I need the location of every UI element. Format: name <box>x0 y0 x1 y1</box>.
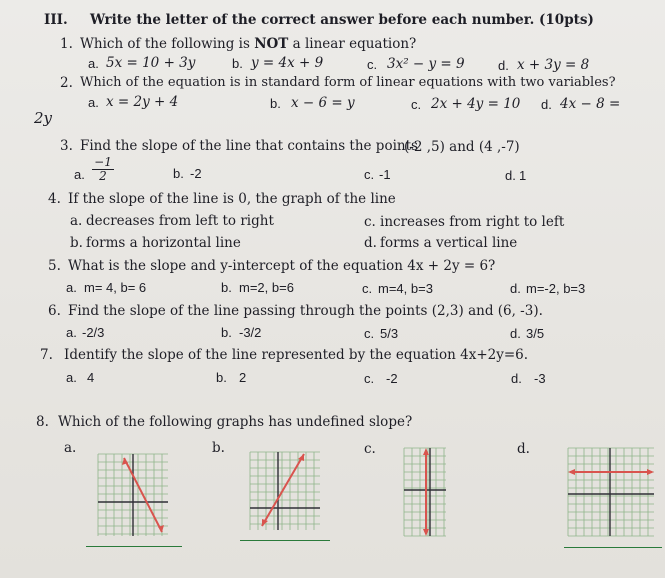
q3-stem: Find the slope of the line that contains the points <box>80 138 418 154</box>
q2-choice-a: x = 2y + 4 <box>106 94 179 110</box>
q4-choice-b: forms a horizontal line <box>86 235 241 251</box>
q8-graph-a <box>96 452 170 538</box>
q8-answer-line-b <box>240 540 330 541</box>
q6-choice-d: 3/5 <box>526 326 545 341</box>
q4-choice-c: increases from right to left <box>380 214 565 230</box>
q6-choice-a-letter: a. <box>66 325 77 340</box>
graph-grid <box>250 452 320 530</box>
arrow-head <box>262 519 268 526</box>
q3-choice-c-letter: c. <box>364 167 375 182</box>
q1-choice-b: y = 4x + 9 <box>251 55 324 71</box>
q2-choice-c-letter: c. <box>411 97 422 112</box>
q7-stem: Identify the slope of the line represented by the equation 4x+2y=6. <box>64 347 529 363</box>
arrow-head <box>647 469 654 475</box>
section-number: III. <box>44 12 68 28</box>
q7-choice-c-letter: c. <box>364 371 375 386</box>
q1-choice-d: x + 3y = 8 <box>517 57 590 73</box>
q5-choice-c: m=4, b=3 <box>378 281 433 296</box>
q1-choice-d-letter: d. <box>498 58 509 73</box>
q2-choice-b-letter: b. <box>270 96 281 111</box>
q7-choice-c: -2 <box>386 371 398 386</box>
q2-choice-d: 4x − 8 = <box>560 96 621 112</box>
q8-graph-c <box>402 446 448 538</box>
q7-choice-a: 4 <box>87 370 95 385</box>
q5-choice-a: m= 4, b= 6 <box>84 280 147 295</box>
q8-choice-b-letter: b. <box>212 440 225 456</box>
q4-choice-a-letter: a. <box>70 213 83 229</box>
q4-choice-a: decreases from left to right <box>86 213 274 229</box>
q7-choice-b-letter: b. <box>216 370 227 385</box>
q8-stem: Which of the following graphs has undefined slope? <box>58 414 413 430</box>
q4-choice-c-letter: c. <box>364 214 376 230</box>
q4-choice-d-letter: d. <box>364 235 377 251</box>
q2-choice-a-letter: a. <box>88 95 99 110</box>
q5-choice-b: m=2, b=6 <box>239 280 294 295</box>
q3-choice-c: -1 <box>379 167 391 182</box>
q2-choice-b: x − 6 = y <box>291 95 355 111</box>
q2-number: 2. <box>60 75 73 91</box>
q8-choice-d-letter: d. <box>517 441 530 457</box>
q7-choice-d-letter: d. <box>511 371 522 386</box>
q8-answer-line-d <box>564 547 662 548</box>
q8-graph-d <box>566 446 656 538</box>
q5-choice-d-letter: d. <box>510 281 521 296</box>
q6-choice-c: 5/3 <box>380 326 399 341</box>
q3-choice-b: -2 <box>190 166 202 181</box>
q6-choice-d-letter: d. <box>510 326 521 341</box>
q8-choice-a-letter: a. <box>64 440 77 456</box>
section-instruction: Write the letter of the correct answer before each number. (10pts) <box>90 12 594 28</box>
q4-choice-d: forms a vertical line <box>380 235 518 251</box>
q3-choice-d-letter: d. <box>505 168 516 183</box>
q8-graph-b <box>248 450 322 532</box>
q4-stem: If the slope of the line is 0, the graph of the line <box>68 191 396 207</box>
q8-number: 8. <box>36 414 49 430</box>
q2-choice-d-letter: d. <box>541 97 552 112</box>
q8-answer-line-a <box>86 546 182 547</box>
q7-choice-d: -3 <box>534 371 546 386</box>
q1-choice-c-letter: c. <box>367 57 378 72</box>
q5-choice-a-letter: a. <box>66 280 77 295</box>
q1-stem: Which of the following is NOT a linear equation? <box>80 36 417 52</box>
q6-stem: Find the slope of the line passing through the points (2,3) and (6, -3). <box>68 303 543 319</box>
q7-number: 7. <box>40 347 53 363</box>
q7-choice-b: 2 <box>239 370 247 385</box>
q1-choice-a: 5x = 10 + 3y <box>106 55 196 71</box>
q4-choice-b-letter: b. <box>70 235 83 251</box>
q6-choice-b: -3/2 <box>239 325 262 340</box>
q3-choice-d: 1 <box>519 168 527 183</box>
q6-number: 6. <box>48 303 61 319</box>
q5-stem: What is the slope and y-intercept of the equation 4x + 2y = 6? <box>68 258 496 274</box>
q5-choice-c-letter: c. <box>362 281 373 296</box>
q1-choice-b-letter: b. <box>232 56 243 71</box>
q5-choice-d: m=-2, b=3 <box>526 281 586 296</box>
q3-choice-b-letter: b. <box>173 166 184 181</box>
q8-choice-c-letter: c. <box>364 441 376 457</box>
q4-number: 4. <box>48 191 61 207</box>
q7-choice-a-letter: a. <box>66 370 77 385</box>
graph-grid <box>568 448 654 536</box>
q1-number: 1. <box>60 36 73 52</box>
q5-choice-b-letter: b. <box>221 280 232 295</box>
q3-choice-a-letter: a. <box>74 167 85 182</box>
q3-points: (-2 ,5) and (4 ,-7) <box>404 139 520 155</box>
q6-choice-a: -2/3 <box>82 325 105 340</box>
q6-choice-c-letter: c. <box>364 326 375 341</box>
q5-number: 5. <box>48 258 61 274</box>
q6-choice-b-letter: b. <box>221 325 232 340</box>
q2-stem: Which of the equation is in standard form of linear equations with two variables? <box>80 75 616 90</box>
margin-note: 2y <box>34 109 53 127</box>
q2-choice-c: 2x + 4y = 10 <box>431 96 521 112</box>
arrow-head <box>568 469 575 475</box>
q1-choice-c: 3x² − y = 9 <box>387 56 465 72</box>
q3-number: 3. <box>60 138 73 154</box>
q1-choice-a-letter: a. <box>88 56 99 71</box>
q3-choice-a-fraction: $\frac{-1}{2}$ <box>92 156 114 183</box>
